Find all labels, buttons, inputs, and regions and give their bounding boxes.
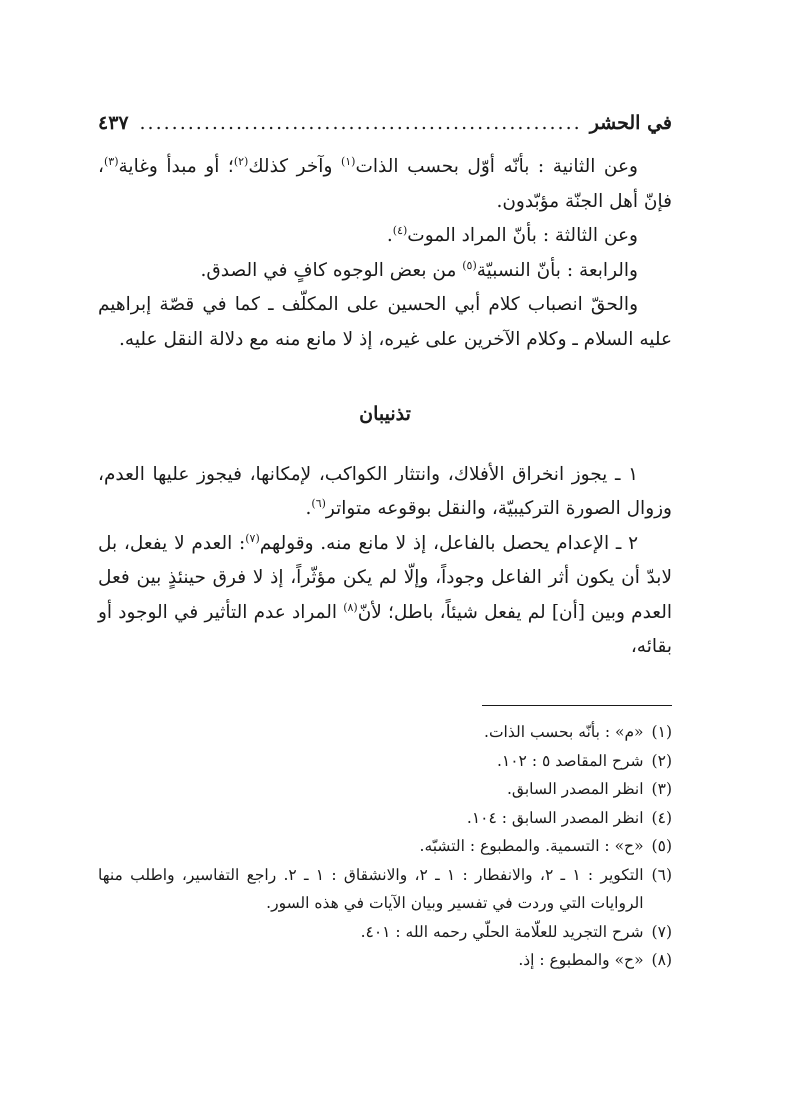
footnote-number: (٢) [651, 751, 672, 770]
footnote-number: (٦) [651, 865, 672, 884]
paragraph-conclusion: والحقّ انصباب كلام أبي الحسين على المكلّف ـ كما في قصّة إبراهيم عليه السلام ـ وكلام الآخرين على غيره، إذ لا مانع منه مع دلالة النقل عليه. [98, 294, 672, 350]
header-leader-dots [137, 112, 582, 134]
header-section-title: في الحشر [589, 112, 672, 134]
footnote-marker-7[interactable]: (٧) [245, 531, 260, 545]
paragraph-third-answer: وعن الثالثة : بأنّ المراد الموت$^{(٤)}$. [386, 223, 638, 246]
footnote-divider [482, 705, 672, 706]
footnote [98, 918, 672, 947]
footnote-number: (٥) [651, 837, 672, 855]
footnote-marker-2[interactable]: (٢) [233, 154, 249, 168]
footnote-text: انظر المصدر السابق : ١٠٤. [466, 808, 644, 827]
footnote [98, 946, 672, 975]
footnote-marker-8[interactable]: (٨) [343, 600, 358, 614]
footnote-text: التكوير : ١ ـ ٢، والانفطار : ١ ـ ٢، والانشقاق : ١ ـ ٢. راجع التفاسير، واطلب منها الروايات التي وردت في تفسير وبيان الآيات في هذه السور. [98, 865, 644, 912]
footnotes [98, 718, 672, 975]
footnote-marker-5[interactable]: (٥) [462, 258, 477, 272]
paragraph-second-answer: وعن الثانية : بأنّه أوّل بحسب الذات$^{(١)}$ وآخر كذلك$^{(٢)}$؛ أو مبدأ وغاية$^{(٣)}$، فإنّ أهل الجنّة مؤبّدون. [98, 154, 672, 212]
footnote-marker-3[interactable]: (٣) [103, 154, 119, 168]
footnote [98, 747, 672, 776]
footnote [98, 775, 672, 804]
footnote-text: انظر المصدر السابق. [507, 780, 644, 798]
footnote-marker-1[interactable]: (١) [340, 154, 356, 168]
running-header [98, 112, 672, 134]
paragraph-fourth-answer: والرابعة : بأنّ النسبيّة$^{(٥)}$ من بعض الوجوه كافٍ في الصدق. [200, 258, 638, 281]
footnote [98, 861, 672, 918]
tadhnib-item-1: ١ ـ يجوز انخراق الأفلاك، وانتثار الكواكب، لإمكانها، فيجوز عليها العدم، وزوال الصورة التركيبيّة، والنقل بوقوعه متواتر$^{(٦)}$. [98, 463, 672, 519]
footnote-number: (٨) [651, 951, 672, 969]
footnote-marker-4[interactable]: (٤) [392, 223, 408, 237]
footnote-number: (٣) [651, 780, 672, 798]
section-heading: تذنيبان [359, 403, 411, 425]
footnote [98, 832, 672, 861]
main-text [98, 150, 672, 665]
tadhnib-item-2: ٢ ـ الإعدام يحصل بالفاعل، إذ لا مانع منه. وقولهم$^{(٧)}$: العدم لا يفعل، بل لابدّ أن يكون أثر الفاعل وجوداً، وإلّا لم يكن مؤثّراً، إذ لا فرق حينئذٍ بين فعل العدم وبين [أن] لم يفعل شيئاً، باطل؛ لأنّ$^{(٨)}$ المراد عدم التأثير في الوجود أو بقائه، [98, 531, 672, 657]
footnote-text: شرح التجريد للعلّامة الحلّي رحمه الله : ٤٠١. [360, 922, 644, 941]
footnote-number: (٧) [651, 922, 672, 941]
footnote [98, 804, 672, 833]
footnote-number: (٤) [651, 808, 672, 827]
footnote-text: «م» : بأنّه بحسب الذات. [484, 723, 644, 741]
footnote-number: (١) [651, 723, 672, 741]
page-number: ٤٣٧ [98, 112, 129, 134]
footnote-text: «ح» : التسمية. والمطبوع : التشبّه. [419, 837, 644, 855]
footnote [98, 718, 672, 747]
footnote-text: شرح المقاصد ٥ : ١٠٢. [496, 751, 644, 770]
footnote-marker-6[interactable]: (٦) [311, 496, 326, 510]
footnote-text: «ح» والمطبوع : إذ. [518, 951, 644, 969]
